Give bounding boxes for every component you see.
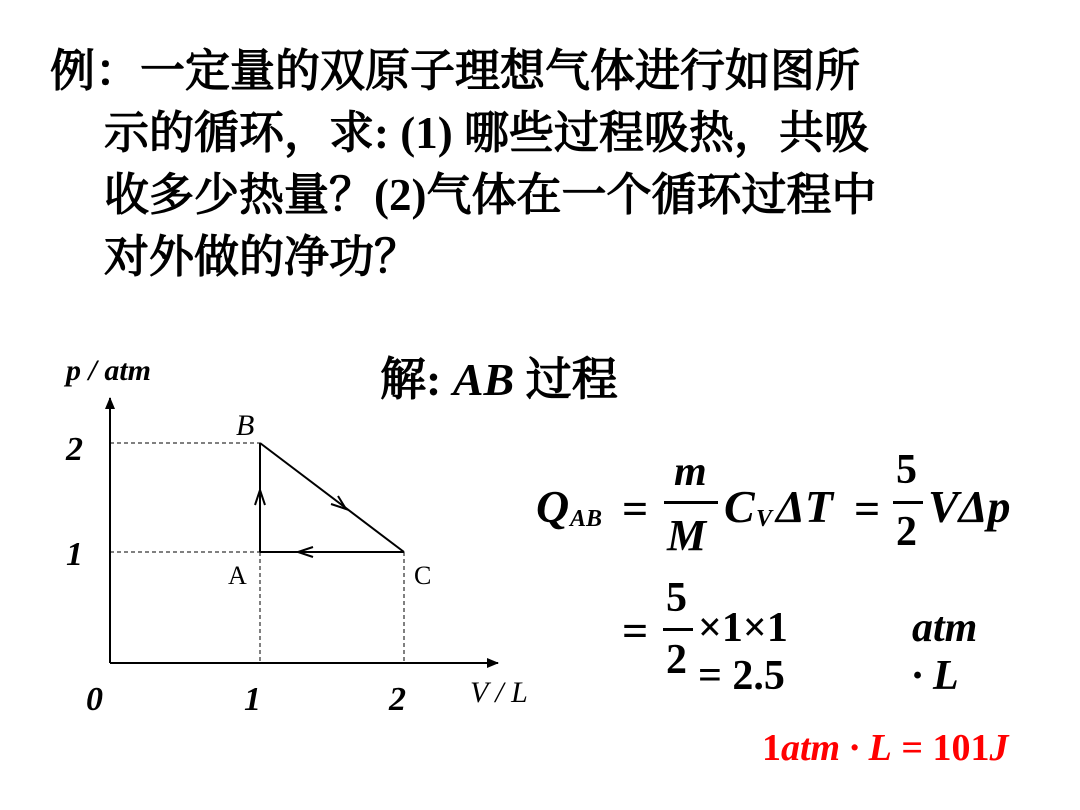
solution-process: AB — [452, 354, 515, 405]
solution-prefix: 解: — [380, 354, 442, 405]
eq-C-sub: V — [756, 506, 773, 532]
frac-bar-mM — [664, 501, 718, 504]
point-c-label: C — [414, 561, 432, 590]
note-one: 1 — [762, 727, 781, 769]
frac-bar-52-1 — [893, 501, 923, 504]
problem-line-3: 收多少热量？(2)气体在一个循环过程中 — [104, 170, 877, 220]
note-value: 101 — [932, 727, 990, 769]
eq-line2-unit: atm · L — [912, 605, 978, 699]
eq-M: M — [667, 511, 707, 560]
y-tick-2: 2 — [66, 431, 83, 468]
problem-line-2: 示的循环，求: (1) 哪些过程吸热，共吸 — [104, 108, 869, 158]
frac-bar-52-2 — [663, 628, 693, 631]
eq-m: m — [674, 449, 707, 495]
solution-title — [380, 343, 618, 409]
x-tick-1: 1 — [244, 681, 261, 718]
problem-line-4: 对外做的净功？ — [104, 232, 420, 282]
y-axis-label: p / atm — [66, 354, 152, 387]
solution-suffix: 过程 — [525, 354, 618, 405]
eq-five-1: 5 — [896, 447, 917, 493]
origin-label: 0 — [86, 681, 103, 718]
note-joule: J — [989, 727, 1009, 769]
path-bc — [260, 443, 404, 552]
unit-conversion-note — [762, 726, 1008, 770]
note-unit: atm · L — [781, 727, 892, 769]
problem-line-1: 例：一定量的双原子理想气体进行如图所 — [50, 46, 861, 96]
eq-equals-1: = — [622, 483, 649, 534]
y-tick-1: 1 — [66, 536, 83, 573]
eq-two-1: 2 — [896, 509, 917, 555]
eq-delta-T: ΔT — [776, 481, 833, 532]
eq-equals-2: = — [854, 483, 881, 534]
eq-equals-3: = — [622, 605, 649, 656]
x-axis-label: V / L — [470, 676, 528, 709]
eq-q: Q — [536, 481, 570, 532]
x-tick-2: 2 — [389, 681, 406, 718]
eq-five-2: 5 — [666, 575, 687, 621]
point-b-label: B — [236, 409, 255, 442]
eq-line2-rest: ×1×1 = 2.5 — [698, 605, 788, 699]
note-equals: = — [901, 727, 923, 769]
eq-q-sub: AB — [570, 506, 603, 532]
eq-v-delta-p: VΔp — [928, 481, 1011, 532]
eq-two-2: 2 — [666, 637, 687, 683]
point-a-label: A — [228, 561, 247, 590]
eq-C: C — [724, 481, 755, 532]
